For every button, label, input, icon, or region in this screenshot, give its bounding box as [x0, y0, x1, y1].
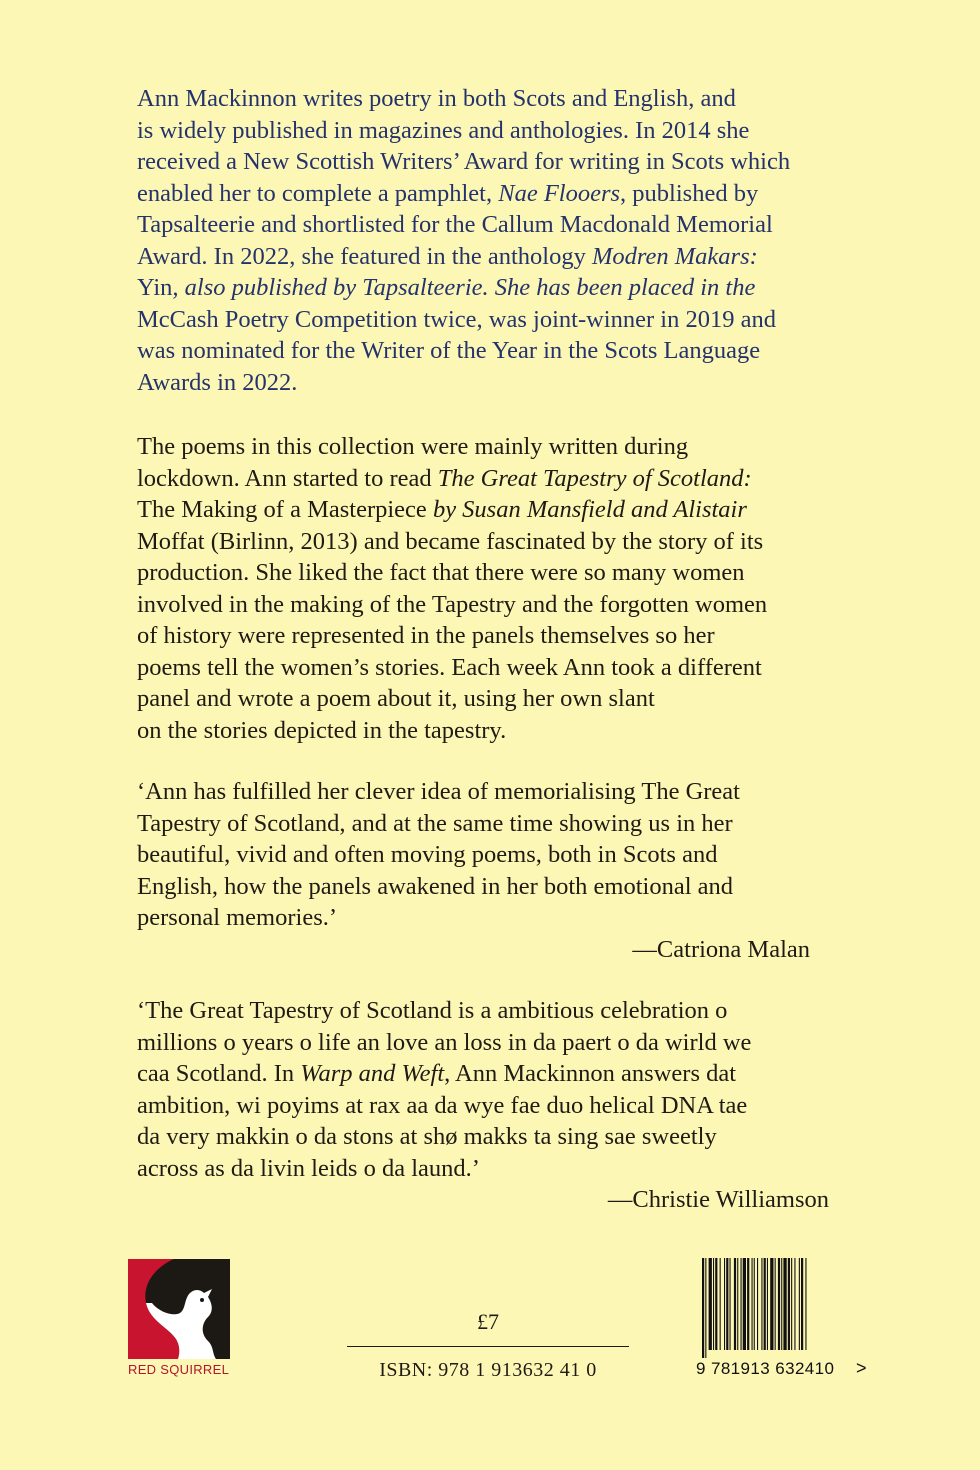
- text-line: Tapsalteerie and shortlisted for the Callum Macdonald Memorial: [137, 211, 773, 238]
- text-line: Yin, also published by Tapsalteerie. She has been placed in the: [137, 274, 756, 301]
- text-line: of history were represented in the panels themselves so her: [137, 622, 715, 649]
- text-line: millions o years o life an love an loss in da paert o da wirld we: [137, 1028, 752, 1056]
- text-line: was nominated for the Writer of the Year in the Scots Language: [137, 337, 761, 364]
- barcode-bar: [702, 1258, 704, 1358]
- barcode-bar: [715, 1258, 717, 1350]
- red-squirrel-logo-icon: [128, 1259, 230, 1359]
- text-line: is widely published in magazines and anthologies. In 2014 she: [137, 116, 750, 144]
- text-line: The poems in this collection were mainly written during: [137, 433, 689, 460]
- quote-text: [137, 776, 857, 934]
- quote-attribution: —Christie Williamson: [607, 1186, 829, 1213]
- price: £7: [477, 1309, 499, 1334]
- text-line: Tapestry of Scotland, and at the same time showing us in her: [137, 809, 733, 837]
- text-line: on the stories depicted in the tapestry.: [137, 716, 507, 744]
- text-line: McCash Poetry Competition twice, was joint-winner in 2019 and: [137, 305, 776, 333]
- barcode-bar: [781, 1258, 782, 1350]
- barcode-bar: [770, 1258, 773, 1350]
- barcode-bar: [794, 1258, 795, 1350]
- text-line: enabled her to complete a pamphlet, Nae Flooers, published by: [137, 179, 759, 207]
- text-line: production. She liked the fact that there were so many women: [137, 559, 745, 586]
- text-line: caa Scotland. In Warp and Weft, Ann Mackinnon answers dat: [137, 1060, 737, 1087]
- text-line: The Making of a Masterpiece by Susan Mansfield and Alistair: [137, 496, 747, 523]
- barcode-bar: [761, 1258, 762, 1350]
- barcode-bar: [805, 1258, 806, 1350]
- text-line: panel and wrote a poem about it, using her own slant: [137, 685, 655, 712]
- barcode-bar: [747, 1258, 749, 1350]
- barcode-bar: [726, 1258, 728, 1350]
- barcode-bar: [799, 1258, 800, 1350]
- text-line: ‘Ann has fulfilled her clever idea of memorialising The Great: [137, 778, 740, 805]
- text-line: English, how the panels awakened in her both emotional and: [137, 872, 734, 900]
- quote-text: [137, 995, 857, 1184]
- text-line: Ann Mackinnon writes poetry in both Scots and English, and: [137, 85, 736, 112]
- publisher-logo: [128, 1259, 230, 1381]
- barcode-digits: 9 781913 632410: [696, 1359, 835, 1378]
- barcode-bar: [741, 1258, 742, 1350]
- barcode-bar: [724, 1258, 725, 1350]
- barcode-bar: [764, 1258, 766, 1350]
- barcode-bar: [713, 1258, 714, 1350]
- barcode-bar: [783, 1258, 786, 1350]
- text-line: received a New Scottish Writers’ Award for writing in Scots which: [137, 148, 791, 175]
- collection-description: [137, 431, 857, 746]
- review-quote-malan: [137, 776, 857, 965]
- price-isbn-block: [347, 1304, 629, 1382]
- barcode-bar: [767, 1258, 768, 1350]
- text-line: involved in the making of the Tapestry and the forgotten women: [137, 590, 768, 618]
- barcode-bar: [757, 1258, 758, 1350]
- barcode: [696, 1258, 868, 1384]
- text-line: personal memories.’: [137, 904, 338, 931]
- barcode-bar: [752, 1258, 753, 1350]
- barcode-icon: [696, 1258, 868, 1362]
- barcode-bar: [730, 1258, 731, 1350]
- barcode-bar: [754, 1258, 755, 1350]
- barcode-bar: [737, 1258, 738, 1350]
- text-line: poems tell the women’s stories. Each week Ann took a different: [137, 653, 762, 681]
- text-line: Moffat (Birlinn, 2013) and became fascinated by the story of its: [137, 527, 764, 555]
- barcode-bar: [791, 1258, 792, 1350]
- barcode-bar: [778, 1258, 780, 1350]
- text-line: beautiful, vivid and often moving poems, both in Scots and: [137, 841, 718, 868]
- text-line: da very makkin o da stons at shø makks ta sing sae sweetly: [137, 1123, 717, 1150]
- divider: [347, 1346, 629, 1347]
- publisher-name: RED SQUIRREL: [128, 1362, 230, 1377]
- quote-attribution: —Catriona Malan: [632, 935, 810, 963]
- text-line: lockdown. Ann started to read The Great Tapestry of Scotland:: [137, 464, 752, 492]
- barcode-arrow: >: [856, 1358, 867, 1378]
- barcode-bar: [720, 1258, 721, 1350]
- text-line: ambition, wi poyims at rax aa da wye fae duo helical DNA tae: [137, 1091, 748, 1119]
- barcode-bar: [775, 1258, 776, 1350]
- text-line: across as da livin leids o da laund.’: [137, 1154, 480, 1182]
- barcode-bar: [734, 1258, 736, 1350]
- review-quote-williamson: [137, 995, 857, 1216]
- text-line: Award. In 2022, she featured in the anthology Modren Makars:: [137, 242, 758, 270]
- barcode-bar: [801, 1258, 803, 1350]
- text-line: ‘The Great Tapestry of Scotland is a ambitious celebration o: [137, 997, 728, 1024]
- text-line: Awards in 2022.: [137, 368, 298, 396]
- barcode-bar: [788, 1258, 790, 1350]
- barcode-bar: [709, 1258, 712, 1350]
- isbn: ISBN: 978 1 913632 41 0: [379, 1359, 597, 1381]
- barcode-bar: [743, 1258, 746, 1350]
- barcode-bar: [705, 1258, 706, 1358]
- author-bio: [137, 83, 857, 398]
